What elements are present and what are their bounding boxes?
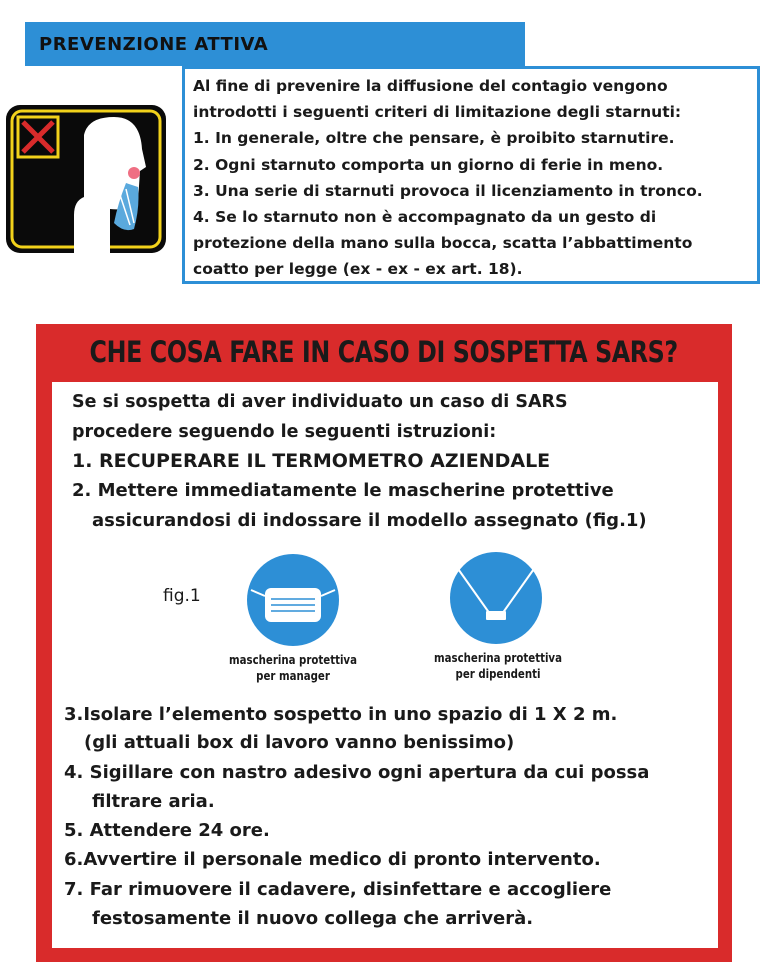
sars-panel [36, 324, 732, 962]
intro-line: Se si sospetta di aver individuato un caso di SARS [72, 392, 568, 412]
caption-line: per manager [256, 669, 330, 683]
step-6: 6.Avvertire il personale medico di pronto intervento. [64, 849, 601, 870]
rules-line: 2. Ogni starnuto comporta un giorno di ferie in meno. [193, 155, 664, 174]
step-4-line: filtrare aria. [92, 791, 215, 812]
caption-line: per dipendenti [455, 667, 541, 681]
step-1: 1. RECUPERARE IL TERMOMETRO AZIENDALE [72, 450, 551, 472]
rules-line: 3. Una serie di starnuti provoca il licenziamento in tronco. [193, 181, 703, 200]
step-3-line: 3.Isolare l’elemento sospetto in uno spazio di 1 X 2 m. [64, 704, 618, 725]
caption-line: mascherina protettiva [229, 653, 357, 667]
step-2-line: assicurandosi di indossare il modello assegnato (fig.1) [92, 510, 647, 531]
step-5: 5. Attendere 24 ore. [64, 820, 270, 841]
tiny-mask-icon [448, 550, 544, 646]
step-2-line: 2. Mettere immediatamente le mascherine protettive [72, 480, 614, 501]
section-header [25, 22, 525, 66]
sars-instructions [52, 382, 718, 948]
caption-line: mascherina protettiva [434, 651, 562, 665]
rules-line: 1. In generale, oltre che pensare, è proibito starnutire. [193, 129, 675, 148]
rules-line: protezione della mano sulla bocca, scatta l’abbattimento [193, 234, 693, 253]
full-mask-icon [245, 552, 341, 648]
mask-employee-caption [427, 650, 568, 682]
sars-title-bar [36, 324, 732, 380]
fig-label: fig.1 [163, 586, 201, 606]
sars-title: CHE COSA FARE IN CASO DI SOSPETTA SARS? [89, 335, 679, 369]
rules-line: introdotti i seguenti criteri di limitazione degli starnuti: [193, 103, 682, 122]
intro-line: procedere seguendo le seguenti istruzioni: [72, 422, 497, 442]
step-7-line: festosamente il nuovo collega che arriverà. [92, 908, 534, 929]
step-7-line: 7. Far rimuovere il cadavere, disinfettare e accogliere [64, 879, 612, 900]
prevention-rules-box [182, 66, 760, 284]
section-title: PREVENZIONE ATTIVA [39, 33, 269, 55]
rules-line: 4. Se lo starnuto non è accompagnato da un gesto di [193, 208, 657, 227]
step-3-line: (gli attuali box di lavoro vanno benissimo) [84, 732, 515, 753]
rules-line: Al fine di prevenire la diffusione del contagio vengono [193, 77, 668, 95]
step-4-line: 4. Sigillare con nastro adesivo ogni apertura da cui possa [64, 762, 650, 783]
mask-manager-caption [222, 652, 363, 684]
sneezing-person-icon [6, 105, 166, 253]
rules-line: coatto per legge (ex - ex - ex art. 18). [193, 260, 523, 279]
